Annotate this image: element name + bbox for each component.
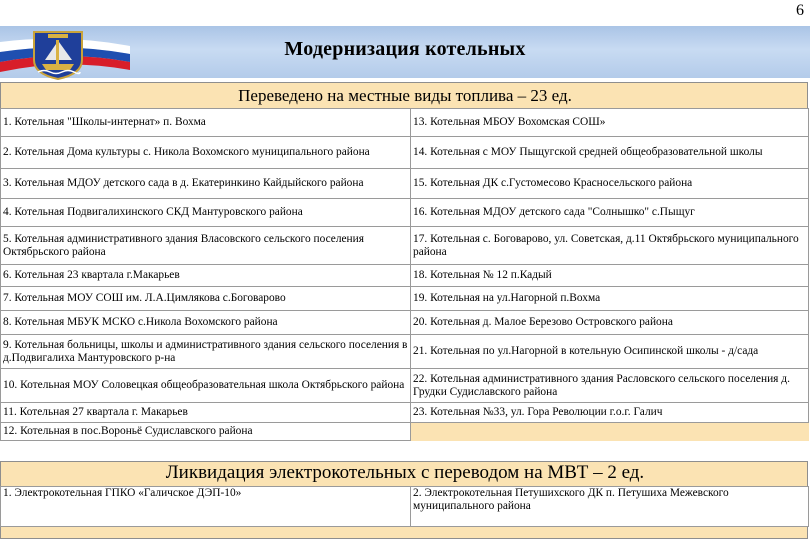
table-row (1, 423, 809, 441)
list-item: 6. Котельная 23 квартала г.Макарьев (1, 265, 411, 287)
list-item: 5. Котельная административного здания Власовского сельского поселения Октябрьского района (1, 227, 411, 265)
list-item: 18. Котельная № 12 п.Кадый (411, 265, 809, 287)
list-item: 4. Котельная Подвигалихинского СКД Мантуровского района (1, 199, 411, 227)
list-item: 16. Котельная МДОУ детского сада "Солнышко" с.Пыщуг (411, 199, 809, 227)
page-title: Модернизация котельных (284, 38, 526, 60)
list-item: 8. Котельная МБУК МСКО с.Никола Вохомского района (1, 311, 411, 335)
table-row (1, 369, 809, 403)
list-item: 2. Котельная Дома культуры с. Никола Вохомского муниципального района (1, 137, 411, 169)
list-item: 9. Котельная больницы, школы и административного здания сельского поселения в д.Подвигалиха Мантуровского р-на (1, 335, 411, 369)
list-item: 10. Котельная МОУ Соловецкая общеобразовательная школа Октябрьского района (1, 369, 411, 403)
list-item: 21. Котельная по ул.Нагорной в котельную Осипинской школы - д/сада (411, 335, 809, 369)
empty-cell (411, 423, 809, 441)
list-item: 20. Котельная д. Малое Березово Островского района (411, 311, 809, 335)
table-row (1, 311, 809, 335)
section-heading-fuel: Переведено на местные виды топлива – 23 ед. (238, 86, 572, 105)
table-row (1, 137, 809, 169)
table-row (1, 169, 809, 199)
table-row (1, 335, 809, 369)
table-row (1, 487, 809, 527)
table-row (1, 199, 809, 227)
list-item: 23. Котельная №33, ул. Гора Революции г.о.г. Галич (411, 403, 809, 423)
list-item: 14. Котельная с МОУ Пыщугской средней общеобразовательной школы (411, 137, 809, 169)
list-item: 12. Котельная в пос.Вороньё Судиславского района (1, 423, 411, 441)
list-item: 17. Котельная с. Боговарово, ул. Советская, д.11 Октябрьского муниципального района (411, 227, 809, 265)
list-item: 19. Котельная на ул.Нагорной п.Вохма (411, 287, 809, 311)
list-item: 3. Котельная МДОУ детского сада в д. Екатеринкино Кайдыйского района (1, 169, 411, 199)
table-row (1, 265, 809, 287)
electric-boiler-table (0, 486, 809, 527)
page-number: 6 (796, 2, 804, 19)
table-row (1, 287, 809, 311)
list-item: 1. Котельная "Школы-интернат» п. Вохма (1, 109, 411, 137)
list-item: 22. Котельная административного здания Расловского сельского поселения д. Грудки Судиславского района (411, 369, 809, 403)
list-item: 1. Электрокотельная ГПКО «Галичское ДЭП-10» (1, 487, 411, 527)
section-heading-electric: Ликвидация электрокотельных с переводом на МВТ – 2 ед. (165, 462, 645, 483)
list-item: 2. Электрокотельная Петушихского ДК п. Петушиха Межевского муниципального района (411, 487, 809, 527)
list-item: 13. Котельная МБОУ Вохомская СОШ» (411, 109, 809, 137)
table-row (1, 403, 809, 423)
list-item: 11. Котельная 27 квартала г. Макарьев (1, 403, 411, 423)
table-row (1, 109, 809, 137)
table-row (1, 227, 809, 265)
list-item: 15. Котельная ДК с.Густомесово Красносельского района (411, 169, 809, 199)
list-item: 7. Котельная МОУ СОШ им. Л.А.Цимлякова с.Боговарово (1, 287, 411, 311)
boiler-list-table (0, 108, 809, 441)
